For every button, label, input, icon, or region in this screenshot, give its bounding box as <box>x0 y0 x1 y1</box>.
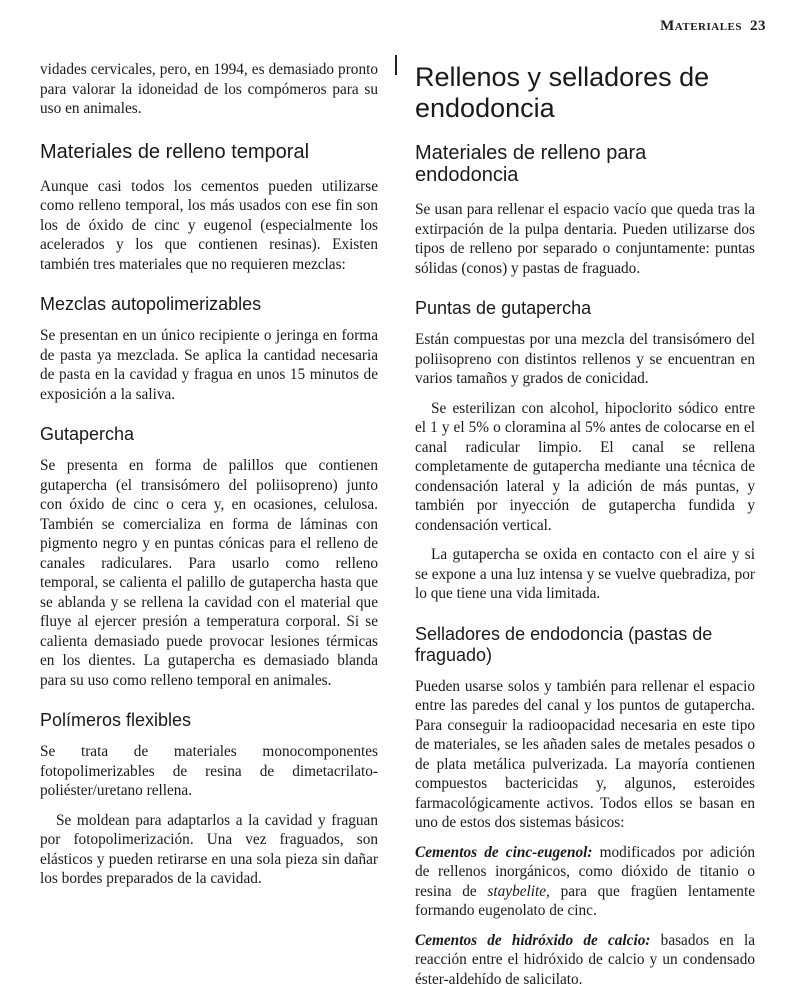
zoe-italic: staybelite, <box>487 882 550 900</box>
zoe-text-a: modificados por adición de rellenos inorgánicos, como dióxido de titanio o resina de <box>415 843 755 900</box>
heading-puntas: Puntas de gutapercha <box>415 298 592 318</box>
paragraph-temporal: Aunque casi todos los cementos pueden utilizarse como relleno temporal, los más usados con ese fin son los de óxido de cinc y eugenol (especialmente los acelerados y los que contienen resinas). Existen también tres materiales que no requieren mezclas: <box>40 177 378 273</box>
column-rule <box>395 55 397 75</box>
paragraph-puntas-2: Se esterilizan con alcohol, hipoclorito sódico entre el 1 y el 5% o cloramina al 5% antes de colocarse en el canal radicular limpio. El canal se rellena completamente de gutapercha mediante una técnica de condensación lateral y la adición de más puntas, y también por inyección de gutapercha fundida y condensación vertical. <box>415 399 755 534</box>
calcio-lead: Cementos de hidróxido de calcio: <box>415 931 651 949</box>
paragraph-calcio <box>415 931 755 990</box>
right-column <box>415 60 755 999</box>
heading-gutapercha: Gutapercha <box>40 424 135 444</box>
zoe-lead: Cementos de cinc-eugenol: <box>415 843 593 861</box>
section-title: Materiales <box>660 18 742 34</box>
paragraph-puntas-1: Están compuestas por una mezcla del transisómero del poliisopreno con distintos rellenos y se encuentran en varios tamaños y grados de conicidad. <box>415 331 755 387</box>
paragraph-mezclas: Se presentan en un único recipiente o jeringa en forma de pasta ya mezclada. Se aplica la cantidad necesaria de pasta en la cavidad y fragua en unos 15 minutos de exposición a la saliva. <box>40 327 378 403</box>
paragraph-selladores: Pueden usarse solos y también para rellenar el espacio entre las paredes del canal y los puntos de gutapercha. Para conseguir la radioopacidad necesaria en este tipo de materiales, se les añaden sales de metales pesados o de plata metálica pulverizada. La mayoría contienen compuestos bactericidas y, algunos, esteroides farmacológicamente activos. Todos ellos se basan en uno de estos dos sistemas básicos: <box>415 677 755 831</box>
main-heading: Rellenos y selladores de endodoncia <box>415 62 710 123</box>
zoe-text-b: para que fragüen lentamente formando eugenolato de cinc. <box>415 882 755 919</box>
running-header <box>660 18 766 35</box>
paragraph-puntas-3: La gutapercha se oxida en contacto con el aire y si se expone a una luz intensa y se vuelve quebradiza, por lo que tiene una vida limitada. <box>415 546 755 602</box>
paragraph-polimeros-2: Se moldean para adaptarlos a la cavidad y fraguan por fotopolimerización. Una vez fraguados, son elásticos y pueden retirarse en una sola pieza sin dañar los bordes preparados de la cavidad. <box>40 811 378 887</box>
page-number: 23 <box>750 18 766 34</box>
heading-temporal: Materiales de relleno temporal <box>40 140 310 163</box>
paragraph-zoe <box>415 843 755 921</box>
paragraph-relleno: Se usan para rellenar el espacio vacío que queda tras la extirpación de la pulpa dentaria. Pueden utilizarse dos tipos de relleno por separado o conjuntamente: puntas sólidas (conos) y pastas de fraguado. <box>415 201 755 277</box>
calcio-text: basados en la reacción entre el hidróxido de calcio y un condensado éster-aldehído de salicilato. <box>415 931 755 988</box>
paragraph-polimeros-1: Se trata de materiales monocomponentes fotopolimerizables de resina de dimetacrilato-poliéster/uretano rellena. <box>40 743 378 799</box>
heading-selladores: Selladores de endodoncia (pastas de fraguado) <box>415 623 713 665</box>
left-column <box>40 60 378 899</box>
paragraph-gutapercha: Se presenta en forma de palillos que contienen gutapercha (el transisómero del poliisopreno) junto con óxido de cinc o cera y, en ocasiones, celulosa. También se comercializa en forma de láminas con pigmento negro y en puntas cónicas para el relleno de canales radiculares. Para usarlo como relleno temporal, se calienta el palillo de gutapercha hasta que se ablanda y se rellena la cavidad con el material que fluye al ejercer presión a temperatura corporal. Si se calienta demasiado puede provocar lesiones térmicas en los dientes. La gutapercha es demasiado blanda para su uso como relleno temporal en animales. <box>40 457 378 689</box>
heading-mezclas: Mezclas autopolimerizables <box>40 294 262 314</box>
heading-relleno-endodoncia: Materiales de relleno para endodoncia <box>415 142 647 186</box>
heading-polimeros: Polímeros flexibles <box>40 710 192 730</box>
intro-paragraph: vidades cervicales, pero, en 1994, es demasiado pronto para valorar la idoneidad de los compómeros para su uso en animales. <box>40 61 378 117</box>
